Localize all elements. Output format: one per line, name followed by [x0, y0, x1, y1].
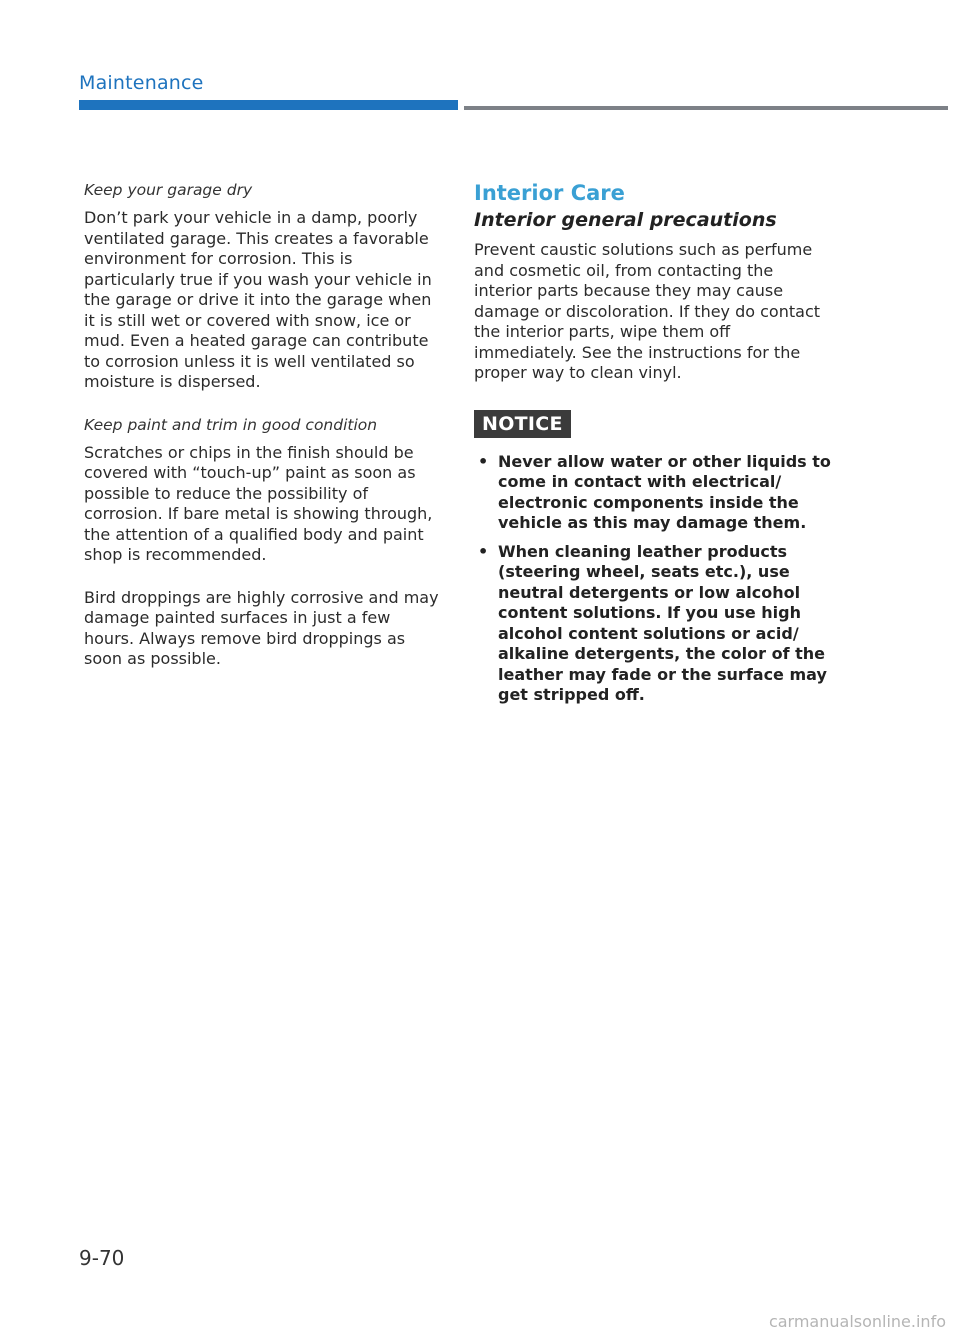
section-heading: Keep paint and trim in good condition	[84, 415, 378, 434]
bullet-icon: •	[478, 451, 489, 471]
section-subtitle: Interior general precautions	[474, 209, 777, 231]
notice-label: NOTICE	[474, 410, 571, 438]
notice-item	[474, 542, 834, 706]
notice-item-text: When cleaning leather products (steering wheel, seats etc.), use neutral detergents or low alcohol content solutions. If you use high alcohol content solutions or acid/ alkaline detergents, the color of the leather may fade or the surface may get stripped off.	[498, 541, 827, 704]
header-rule-gray	[464, 106, 948, 110]
paragraph: Bird droppings are highly corrosive and may damage painted surfaces in just a few hours. Always remove bird droppings as soon as possible.	[84, 587, 439, 668]
left-column	[84, 180, 444, 692]
right-column	[474, 180, 834, 714]
watermark-link[interactable]: carmanualsonline.info	[768, 1312, 946, 1331]
notice-item-text: Never allow water or other liquids to come in contact with electrical/ electronic components inside the vehicle as this may damage them.	[498, 451, 831, 532]
section-heading: Keep your garage dry	[84, 181, 253, 199]
notice-list	[474, 452, 834, 706]
header-title: Maintenance	[79, 72, 204, 94]
notice-item	[474, 452, 834, 534]
paragraph: Scratches or chips in the finish should be covered with “touch-up” paint as soon as possible to reduce the possibility of corrosion. If bare metal is showing through, the attention of a qualified body and paint shop is recommended.	[84, 442, 433, 564]
header-rule-accent	[79, 100, 458, 110]
bullet-icon: •	[478, 541, 489, 561]
page-number: 9-70	[79, 1246, 125, 1270]
section-title: Interior Care	[474, 181, 625, 205]
paragraph: Don’t park your vehicle in a damp, poorly ventilated garage. This creates a favorable environment for corrosion. This is particularly true if you wash your vehicle in the garage or drive it into the garage when it is still wet or covered with snow, ice or mud. Even a heated garage can contribute to corrosion unless it is well ventilated so moisture is dispersed.	[84, 208, 432, 391]
paragraph: Prevent caustic solutions such as perfume and cosmetic oil, from contacting the interior parts because they may cause damage or discoloration. If they do contact the interior parts, wipe them off immediately. See the instructions for the proper way to clean vinyl.	[474, 240, 821, 382]
